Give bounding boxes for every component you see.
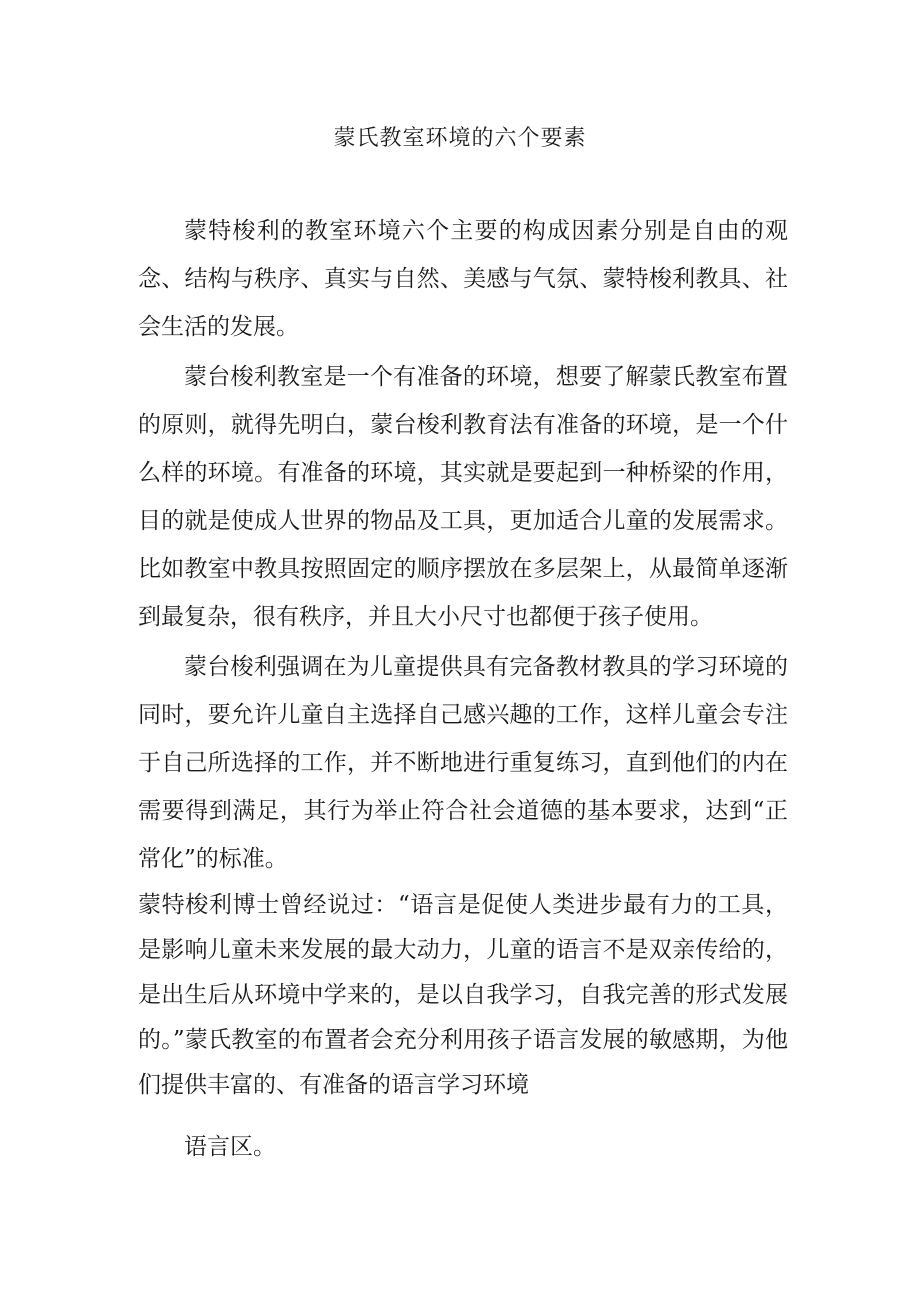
page-title: 蒙氏教室环境的六个要素: [333, 126, 587, 151]
paragraph-free-choice: 蒙台梭利强调在为儿童提供具有完备教材教具的学习环境的同时，要允许儿童自主选择自己感兴趣的工作，这样儿童会专注于自己所选择的工作，并不断地进行重复练习，直到他们的内在需要得到满足，其行为举止符合社会道德的基本要求，达到“正常化”的标准。: [138, 654, 788, 872]
paragraph-elements: 蒙特梭利的教室环境六个主要的构成因素分别是自由的观念、结构与秩序、真实与自然、美感与气氛、蒙特梭利教具、社会生活的发展。: [138, 218, 788, 340]
paragraph-prepared-environment: 蒙台梭利教室是一个有准备的环境，想要了解蒙氏教室布置的原则，就得先明白，蒙台梭利教育法有准备的环境，是一个什么样的环境。有准备的环境，其实就是要起到一种桥梁的作用，目的就是使成人世界的物品及工具，更加适合儿童的发展需求。比如教室中教具按照固定的顺序摆放在多层架上，从最简单逐渐到最复杂，很有秩序，并且大小尺寸也都便于孩子使用。: [138, 364, 788, 630]
paragraph-language-area: 语言区。: [184, 1134, 276, 1160]
paragraph-language-quote: 蒙特梭利博士曾经说过：“语言是促使人类进步最有力的工具，是影响儿童未来发展的最大动力，儿童的语言不是双亲传给的，是出生后从环境中学来的，是以自我学习，自我完善的形式发展的。”蒙氏教室的布置者会充分利用孩子语言发展的敏感期，为他们提供丰富的、有准备的语言学习环境: [138, 892, 788, 1098]
